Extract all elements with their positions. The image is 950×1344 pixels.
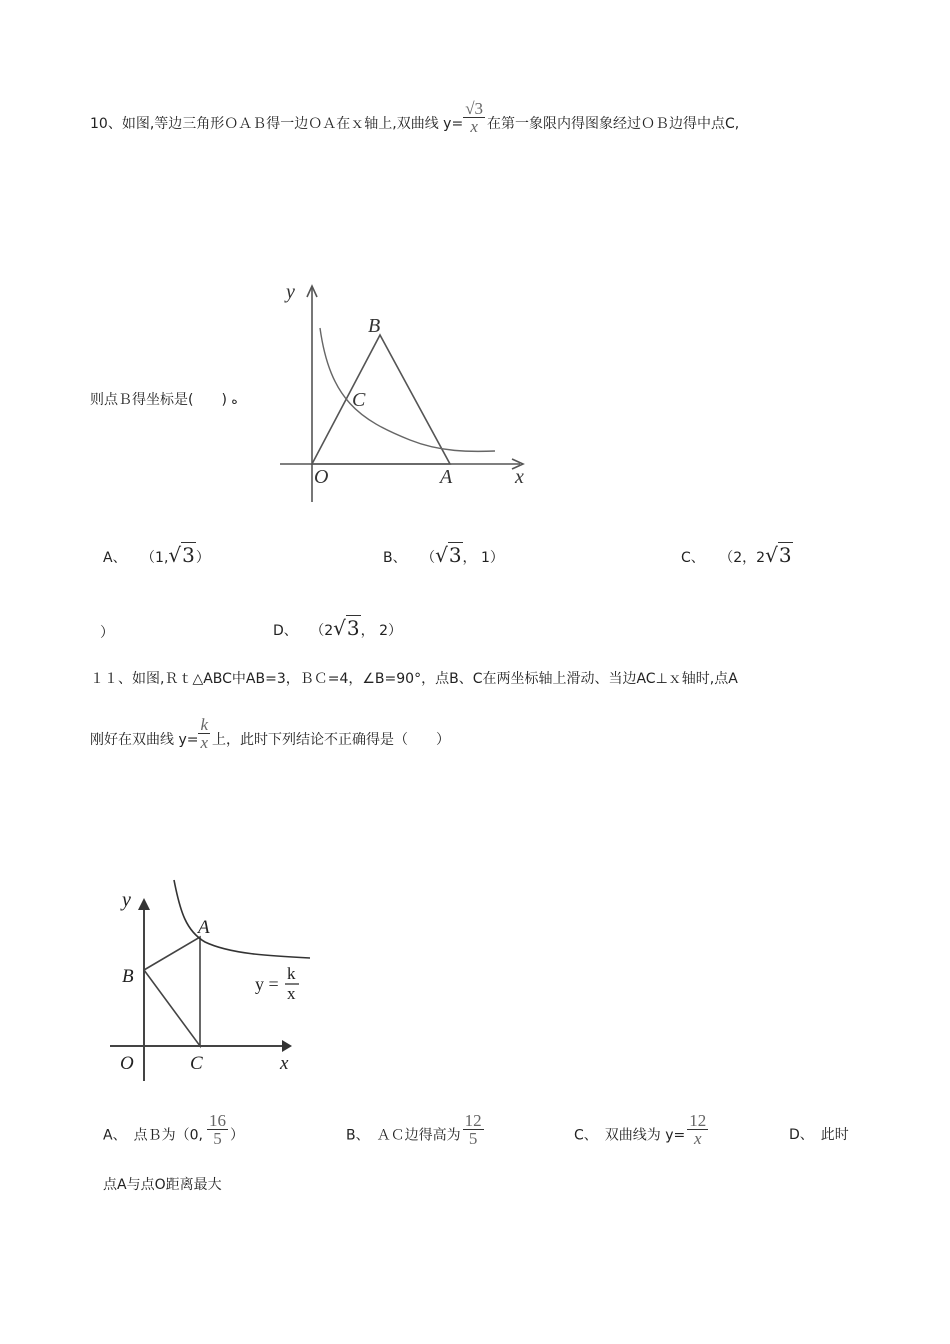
- q10-label-y: y: [286, 281, 295, 303]
- q11-label-x: x: [280, 1053, 289, 1074]
- q11-stem-after: 上，此时下列结论不正确得是（ ）: [212, 732, 451, 748]
- q10-stem-fraction: [463, 100, 485, 135]
- q10-label-a: A: [440, 466, 453, 488]
- q10-option-c-cont: ）: [100, 625, 114, 641]
- q11-label-y: y: [122, 889, 131, 911]
- q10-option-a-rad: 3: [182, 543, 195, 567]
- q10-option-a-label: A、: [103, 550, 127, 566]
- q10-option-b: [383, 543, 504, 567]
- q11-label-a: A: [198, 917, 210, 938]
- q10-stem-before: 10、如图,等边三角形ＯＡＢ得一边ＯＡ在ｘ轴上,双曲线 y=: [90, 116, 464, 132]
- q11-option-c-text: C、 双曲线为 y=: [574, 1127, 686, 1144]
- q11-x-arrow: [282, 1040, 292, 1052]
- q11-option-b-frac: [463, 1112, 484, 1147]
- q11-option-d: D、 此时: [789, 1127, 849, 1143]
- q11-option-a: [103, 1111, 244, 1148]
- q10-question-tail: ه: [231, 393, 238, 407]
- q10-label-c: C: [352, 389, 366, 411]
- q10-option-c-pre: （2，2: [719, 550, 766, 566]
- q11-eq-den: x: [287, 984, 296, 1003]
- q10-option-a-pre: （1,: [141, 550, 169, 566]
- q10-option-a-sqrt: √3: [168, 543, 195, 567]
- q10-frac-num: √3: [465, 98, 484, 118]
- q11-hyperbola: [174, 880, 310, 958]
- q10-label-b: B: [368, 315, 381, 337]
- q11-label-b: B: [122, 966, 134, 987]
- q11-option-a-frac: [207, 1112, 228, 1147]
- q10-option-d-sqrt: √3: [333, 616, 360, 640]
- q10-frac-den: x: [463, 117, 485, 135]
- q10-question: [90, 389, 238, 409]
- q11-option-a-text: A、 点Ｂ为（0,: [103, 1127, 203, 1144]
- q10-option-c-rad: 3: [778, 543, 792, 567]
- q11-stem-fraction: [198, 716, 210, 751]
- q11-label-o: O: [120, 1053, 134, 1074]
- q10-option-d-post: ， 2）: [360, 623, 402, 639]
- q10-label-o: O: [314, 466, 329, 488]
- q10-option-d-label: D、: [273, 623, 298, 639]
- q10-option-d-pre: （2: [310, 623, 334, 639]
- q10-option-b-sqrt: √3: [435, 543, 462, 567]
- q11-stem-line1: １１、如图,Ｒｔ△ABC中AB=3，ＢＣ=4，∠B=90°，点B、C在两坐标轴上滑动、当边AC⊥ｘ轴时,点A: [90, 671, 738, 687]
- q11-triangle-abc: [144, 937, 200, 1046]
- q10-option-b-post: ， 1）: [462, 550, 504, 566]
- q11-option-b: [346, 1111, 484, 1148]
- q10-hyperbola: [320, 328, 495, 451]
- q11-frac-den: x: [200, 732, 209, 752]
- q10-option-a: [103, 543, 210, 567]
- q10-option-d-rad: 3: [346, 616, 360, 640]
- q11-option-c-den: x: [687, 1129, 708, 1147]
- q11-option-a-num: 16: [208, 1111, 226, 1130]
- q11-option-d-cont: 点A与点O距离最大: [103, 1177, 222, 1193]
- q11-stem-before: 刚好在双曲线 y=: [90, 732, 199, 748]
- q11-option-b-text: B、 ＡＣ边得高为: [346, 1127, 461, 1144]
- q11-label-c: C: [190, 1053, 203, 1074]
- q11-option-a-post: ）: [229, 1127, 244, 1144]
- q11-frac-num: k: [200, 714, 209, 734]
- q10-stem-after: 在第一象限内得图象经过ＯＢ边得中点C,: [487, 116, 740, 132]
- q10-label-x: x: [515, 466, 524, 488]
- q11-option-c: [574, 1111, 708, 1148]
- q11-option-b-num: 12: [464, 1111, 482, 1130]
- q10-figure: [280, 280, 540, 510]
- q11-stem-line2: [90, 714, 451, 752]
- q11-option-a-den: 5: [207, 1129, 228, 1147]
- q10-option-c-label: C、: [681, 550, 705, 566]
- q10-triangle-oab: [312, 335, 450, 464]
- q10-stem: [90, 98, 740, 136]
- q10-question-text: 则点Ｂ得坐标是( ): [90, 392, 227, 408]
- q11-option-c-num: 12: [689, 1111, 707, 1130]
- q10-option-b-pre: （: [421, 550, 436, 566]
- q11-eq-num: k: [287, 964, 296, 983]
- q10-option-c: [681, 543, 793, 567]
- q11-eq-y: y =: [255, 974, 279, 994]
- q10-option-b-rad: 3: [448, 543, 462, 567]
- q11-y-arrow: [138, 898, 150, 910]
- q11-option-c-frac: [687, 1112, 708, 1147]
- q11-option-b-den: 5: [463, 1129, 484, 1147]
- q10-option-a-post: ）: [195, 550, 210, 566]
- q10-option-b-label: B、: [383, 550, 407, 566]
- q10-option-c-sqrt: √3: [765, 543, 792, 567]
- q11-figure: [110, 876, 325, 1086]
- q10-option-d: [273, 616, 402, 640]
